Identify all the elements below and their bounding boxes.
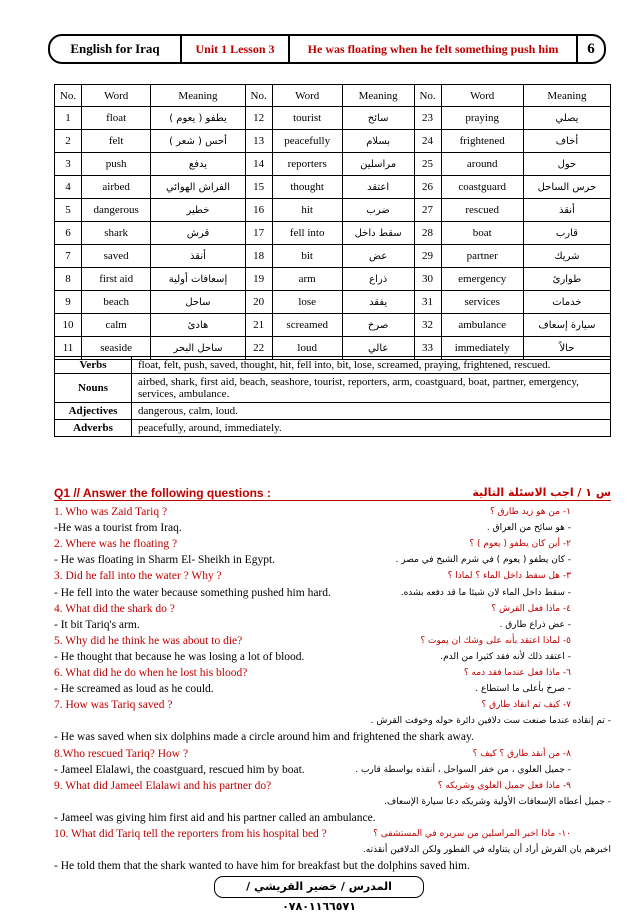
vocab-meaning: يدفع [151, 153, 245, 176]
vocab-no: 31 [414, 291, 441, 314]
teacher-footer: المدرس / خضير القريشي / ٠٧٨٠١١٦٦٥٧١ [214, 876, 424, 898]
answer-en: -He was a tourist from Iraq. [54, 522, 182, 535]
vocab-word: ambulance [441, 314, 523, 337]
answer-line [54, 731, 611, 747]
vocab-meaning: قارب [523, 222, 610, 245]
vocab-no: 4 [55, 176, 82, 199]
vocab-word: shark [82, 222, 151, 245]
question-ar: ٩- ماذا فعل جميل العلوي وشريكه ؟ [437, 780, 571, 791]
question-en: 7. How was Tariq saved ? [54, 699, 173, 712]
vocab-no: 32 [414, 314, 441, 337]
q1-title-ar: س ١ / اجب الاسئلة التالية [472, 486, 611, 499]
question-section-heading [54, 486, 611, 500]
vocab-meaning: يفقد [342, 291, 414, 314]
pos-label: Adjectives [55, 403, 132, 420]
vocab-word: fell into [272, 222, 342, 245]
answer-en: - It bit Tariq's arm. [54, 618, 140, 631]
vocab-no: 1 [55, 107, 82, 130]
question-line [54, 570, 611, 586]
vocab-meaning: ساحل [151, 291, 245, 314]
vocab-word: emergency [441, 268, 523, 291]
vocab-word: immediately [441, 337, 523, 360]
vocab-no: 26 [414, 176, 441, 199]
answer-line [54, 860, 611, 876]
vocab-word: peacefully [272, 130, 342, 153]
col-header-meaning: Meaning [342, 85, 414, 107]
vocab-meaning: قرش [151, 222, 245, 245]
answer-line [54, 796, 611, 812]
vocab-row [55, 222, 611, 245]
answer-ar: - كان يطفو ( يعوم ) في شرم الشيخ في مصر . [395, 555, 571, 566]
question-ar: ٥- لماذا اعتقد بأنه على وشك ان يموت ؟ [420, 635, 571, 646]
vocab-meaning: سيارة إسعاف [523, 314, 610, 337]
vocab-meaning: أنقذ [523, 199, 610, 222]
question-ar: ١٠- ماذا اخبر المراسلين من سريره في المستشفى ؟ [373, 829, 571, 839]
vocab-no: 17 [245, 222, 272, 245]
question-ar: ٦- ماذا فعل عندما فقد دمه ؟ [463, 668, 571, 678]
vocab-no: 14 [245, 153, 272, 176]
vocab-no: 16 [245, 199, 272, 222]
lesson-title: He was floating when he felt something push him [307, 41, 559, 56]
answer-en: - He screamed as loud as he could. [54, 683, 214, 696]
vocab-meaning: بسلام [342, 130, 414, 153]
pos-label: Nouns [55, 374, 132, 403]
pos-words: airbed, shark, first aid, beach, seashore, tourist, reporters, arm, coastguard, boat, partner, emergency, services, ambulance. [132, 374, 611, 403]
answer-ar: - تم إنقاذه عندما صنعت ست دلافين دائرة حوله وخوفت القرش . [370, 716, 611, 727]
vocab-meaning: اعتقد [342, 176, 414, 199]
vocab-meaning: هادئ [151, 314, 245, 337]
question-ar: ٨- من أنقذ طارق ؟ كيف ؟ [472, 748, 571, 759]
pos-row-verbs [55, 357, 611, 374]
answer-line [54, 554, 611, 570]
answer-ar: - جميل أعطاه الإسعافات الأولية وشريكه دعا سيارة الإسعاف. [384, 796, 611, 807]
vocab-word: partner [441, 245, 523, 268]
vocab-word: praying [441, 107, 523, 130]
vocab-meaning: أخاف [523, 130, 610, 153]
vocab-header-row [55, 85, 611, 107]
vocab-row [55, 314, 611, 337]
vocab-meaning: سقط داخل [342, 222, 414, 245]
vocab-meaning: ذراع [342, 268, 414, 291]
vocab-word: float [82, 107, 151, 130]
vocab-word: bit [272, 245, 342, 268]
question-ar: ٣- هل سقط داخل الماء ؟ لماذا ؟ [447, 571, 571, 582]
pos-row-adjectives [55, 403, 611, 420]
answer-line [54, 764, 611, 780]
col-header-meaning: Meaning [151, 85, 245, 107]
col-header-meaning: Meaning [523, 85, 610, 107]
question-en: 4. What did the shark do ? [54, 602, 175, 615]
answer-ar: - عض ذراع طارق . [499, 619, 571, 630]
answer-en: - He fell into the water because something pushed him hard. [54, 586, 331, 599]
vocab-no: 12 [245, 107, 272, 130]
page-number: 6 [587, 40, 595, 57]
vocab-no: 23 [414, 107, 441, 130]
vocab-no: 15 [245, 176, 272, 199]
vocab-word: hit [272, 199, 342, 222]
answer-line [54, 651, 611, 667]
vocab-word: coastguard [441, 176, 523, 199]
col-header-no: No. [414, 85, 441, 107]
answer-en: - Jameel was giving him first aid and his partner called an ambulance. [54, 811, 376, 824]
vocab-meaning: خدمات [523, 291, 610, 314]
vocab-word: first aid [82, 268, 151, 291]
vocab-row [55, 291, 611, 314]
vocab-no: 30 [414, 268, 441, 291]
question-line [54, 635, 611, 651]
answer-en: - He was saved when six dolphins made a circle around him and frightened the shark away. [54, 731, 474, 744]
vocab-word: reporters [272, 153, 342, 176]
answer-line [54, 715, 611, 731]
pos-label: Verbs [55, 357, 132, 374]
answer-en: - He thought that because he was losing a lot of blood. [54, 650, 305, 663]
question-line [54, 748, 611, 764]
vocab-row [55, 130, 611, 153]
vocab-meaning: يطفو ( يعوم ) [151, 107, 245, 130]
answer-line [54, 587, 611, 603]
pos-row-nouns [55, 374, 611, 403]
vocab-no: 19 [245, 268, 272, 291]
vocab-no: 11 [55, 337, 82, 360]
vocab-row [55, 153, 611, 176]
pos-words: float, felt, push, saved, thought, hit, fell into, bit, lose, screamed, praying, frightened, rescued. [132, 357, 611, 374]
vocab-row [55, 107, 611, 130]
vocab-no: 7 [55, 245, 82, 268]
vocab-word: thought [272, 176, 342, 199]
question-ar: ٢- أين كان يطفو ( يعوم ) ؟ [469, 539, 571, 550]
vocab-meaning: إسعافات أولية [151, 268, 245, 291]
answer-line [54, 812, 611, 828]
pos-words: peacefully, around, immediately. [132, 420, 611, 437]
vocab-meaning: ضرب [342, 199, 414, 222]
vocab-meaning: ساحل البحر [151, 337, 245, 360]
answer-en: - Jameel Elalawi, the coastguard, rescued him by boat. [54, 763, 305, 776]
question-line [54, 699, 611, 715]
vocab-word: services [441, 291, 523, 314]
pos-words: dangerous, calm, loud. [132, 403, 611, 420]
vocab-row [55, 176, 611, 199]
vocab-no: 6 [55, 222, 82, 245]
pos-row-adverbs [55, 420, 611, 437]
answer-line [54, 522, 611, 538]
header-bar [48, 34, 606, 64]
vocab-word: screamed [272, 314, 342, 337]
vocab-no: 28 [414, 222, 441, 245]
vocabulary-table [54, 84, 611, 360]
col-header-word: Word [272, 85, 342, 107]
vocab-no: 2 [55, 130, 82, 153]
vocab-no: 18 [245, 245, 272, 268]
vocab-word: dangerous [82, 199, 151, 222]
unit-lesson-label: Unit 1 Lesson 3 [195, 41, 275, 56]
vocab-row [55, 199, 611, 222]
vocab-no: 20 [245, 291, 272, 314]
vocab-word: arm [272, 268, 342, 291]
vocab-no: 8 [55, 268, 82, 291]
vocab-no: 22 [245, 337, 272, 360]
vocab-meaning: عض [342, 245, 414, 268]
heading-underline [54, 500, 611, 501]
vocab-word: rescued [441, 199, 523, 222]
vocab-meaning: شريك [523, 245, 610, 268]
vocab-word: around [441, 153, 523, 176]
answer-ar: - سقط داخل الماء لان شيئا ما قد دفعه بشده. [400, 587, 571, 598]
question-line [54, 506, 611, 522]
answer-line [54, 619, 611, 635]
vocab-no: 24 [414, 130, 441, 153]
col-header-no: No. [245, 85, 272, 107]
question-line [54, 667, 611, 683]
vocab-no: 10 [55, 314, 82, 337]
vocab-word: push [82, 153, 151, 176]
vocab-meaning: خطير [151, 199, 245, 222]
vocab-meaning: عالي [342, 337, 414, 360]
col-header-word: Word [441, 85, 523, 107]
vocab-meaning: يصلي [523, 107, 610, 130]
vocab-no: 25 [414, 153, 441, 176]
question-line [54, 828, 611, 844]
parts-of-speech-table [54, 356, 611, 437]
question-en: 1. Who was Zaid Tariq ? [54, 506, 168, 518]
book-title: English for Iraq [70, 41, 160, 56]
col-header-no: No. [55, 85, 82, 107]
vocab-meaning: الفراش الهوائي [151, 176, 245, 199]
vocab-no: 3 [55, 153, 82, 176]
vocab-meaning: حالاً [523, 337, 610, 360]
question-en: 8.Who rescued Tariq? How ? [54, 747, 189, 760]
vocab-no: 21 [245, 314, 272, 337]
vocab-meaning: مراسلين [342, 153, 414, 176]
question-en: 9. What did Jameel Elalawi and his partner do? [54, 779, 272, 792]
answer-ar: - هو سائح من العراق . [486, 523, 571, 534]
vocab-meaning: سائح [342, 107, 414, 130]
question-en: 10. What did Tariq tell the reporters from his hospital bed ? [54, 828, 327, 840]
vocab-word: calm [82, 314, 151, 337]
vocab-no: 5 [55, 199, 82, 222]
question-en: 6. What did he do when he lost his blood? [54, 667, 248, 679]
vocab-word: tourist [272, 107, 342, 130]
answer-line [54, 844, 611, 860]
answer-en: - He was floating in Sharm El- Sheikh in Egypt. [54, 554, 276, 567]
answer-ar: - جميل العلوي ، من خفر السواحل ، أنقذه بواسطة قارب . [355, 764, 571, 775]
question-en: 2. Where was he floating ? [54, 538, 178, 551]
vocab-meaning: صرخ [342, 314, 414, 337]
vocab-meaning: حول [523, 153, 610, 176]
vocab-no: 29 [414, 245, 441, 268]
vocab-meaning: طوارئ [523, 268, 610, 291]
question-line [54, 603, 611, 619]
vocab-word: beach [82, 291, 151, 314]
vocab-word: loud [272, 337, 342, 360]
vocab-word: airbed [82, 176, 151, 199]
vocab-meaning: أنقذ [151, 245, 245, 268]
vocab-meaning: أحس ( شعر ) [151, 130, 245, 153]
vocab-meaning: حرس الساحل [523, 176, 610, 199]
vocab-row [55, 268, 611, 291]
vocab-word: seaside [82, 337, 151, 360]
col-header-word: Word [82, 85, 151, 107]
q1-title-en: Q1 // Answer the following questions : [54, 486, 271, 500]
vocab-no: 9 [55, 291, 82, 314]
question-line [54, 538, 611, 554]
question-en: 3. Did he fall into the water ? Why ? [54, 570, 222, 583]
question-line [54, 780, 611, 796]
answer-ar: - صرخ بأعلى ما استطاع . [475, 684, 571, 695]
vocab-word: frightened [441, 130, 523, 153]
vocab-word: boat [441, 222, 523, 245]
answer-line [54, 683, 611, 699]
answer-en: - He told them that the shark wanted to have him for breakfast but the dolphins saved him. [54, 860, 470, 873]
vocab-word: saved [82, 245, 151, 268]
question-ar: ٤- ماذا فعل القرش ؟ [491, 603, 571, 614]
question-ar: ٧- كيف تم انقاذ طارق ؟ [481, 700, 571, 711]
answer-ar: - اعتقد ذلك لأنه فقد كثيرا من الدم. [440, 651, 571, 662]
vocab-word: felt [82, 130, 151, 153]
question-ar: ١- من هو زيد طارق ؟ [489, 507, 571, 517]
vocab-no: 13 [245, 130, 272, 153]
vocab-no: 33 [414, 337, 441, 360]
vocab-row [55, 245, 611, 268]
pos-label: Adverbs [55, 420, 132, 437]
vocab-no: 27 [414, 199, 441, 222]
answer-ar: اخبرهم بان القرش أراد أن يتناوله في الفطور ولكن الدلافين أنقذته. [362, 845, 611, 856]
vocab-word: lose [272, 291, 342, 314]
question-en: 5. Why did he think he was about to die? [54, 634, 243, 647]
